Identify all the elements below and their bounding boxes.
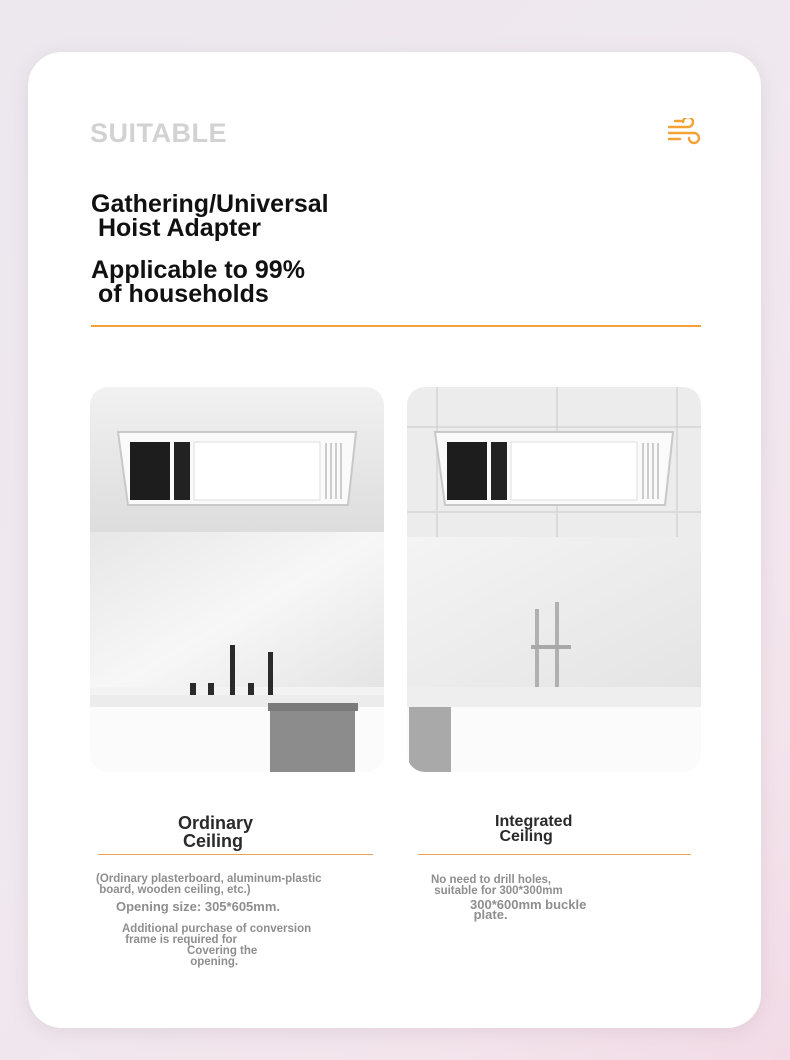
product-card xyxy=(28,52,761,1028)
ordinary-ceiling-covering-note: Covering the opening. xyxy=(187,945,258,968)
suitable-label: SUITABLE xyxy=(90,118,227,148)
integrated-ceiling-plate: 300*600mm buckle plate. xyxy=(470,897,587,922)
wind-icon xyxy=(666,118,702,150)
caption-divider-left xyxy=(98,854,373,855)
ordinary-ceiling-photo xyxy=(90,387,384,772)
integrated-ceiling-title: Integrated Ceiling xyxy=(495,813,573,845)
integrated-ceiling-photo xyxy=(407,387,701,772)
divider xyxy=(91,325,701,327)
ordinary-ceiling-materials: (Ordinary plasterboard, aluminum-plastic board, wooden ceiling, etc.) xyxy=(96,873,322,896)
ordinary-ceiling-conversion-note: Additional purchase of conversion frame is required for xyxy=(122,923,312,946)
ordinary-ceiling-opening-size: Opening size: 305*605mm. xyxy=(116,899,281,914)
headline-hoist-adapter: Gathering/Universal Hoist Adapter xyxy=(91,190,329,242)
headline-applicable: Applicable to 99% of households xyxy=(91,256,305,308)
ordinary-ceiling-title: Ordinary Ceiling xyxy=(178,813,254,851)
caption-divider-right xyxy=(418,854,691,855)
integrated-ceiling-note: No need to drill holes, suitable for 300*300mm xyxy=(431,874,563,897)
